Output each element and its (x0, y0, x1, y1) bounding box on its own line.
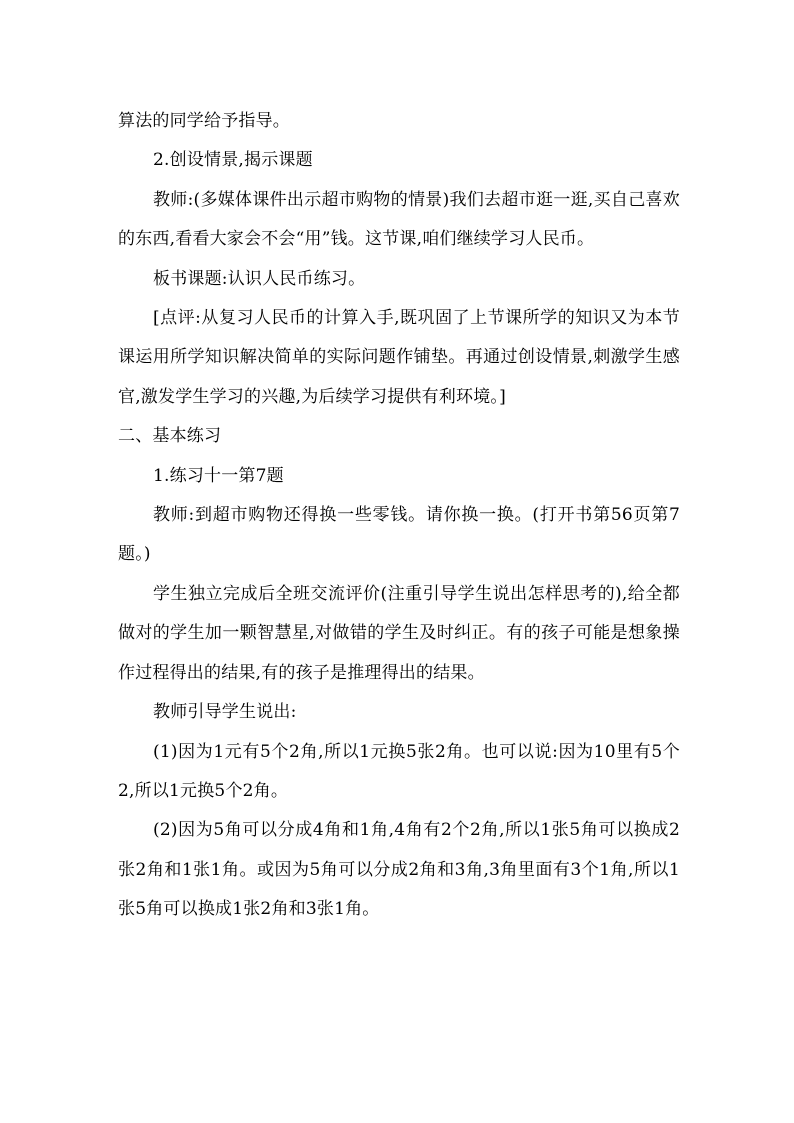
section-heading-basic-practice: 二、基本练习 (118, 426, 222, 447)
subheading-exercise-7: 1.练习十一第7题 (153, 465, 284, 486)
paragraph-continuation: 算法的同学给予指导。 (118, 111, 290, 131)
paragraph-teacher-guides: 教师引导学生说出: (153, 702, 297, 723)
paragraph-commentary: [点评:从复习人民币的计算入手,既巩固了上节课所学的知识又为本节课运用所学知识解决简单的实际问题作铺垫。再通过创设情景,刺激学生感官,激发学生学习的兴趣,为后续学习提供有利环境。] (118, 308, 680, 407)
paragraph-teacher-change: 教师:到超市购物还得换一些零钱。请你换一换。(打开书第56页第7题。) (118, 505, 680, 565)
paragraph-students-evaluate: 学生独立完成后全班交流评价(注重引导学生说出怎样思考的),给全都做对的学生加一颗智慧星,对做错的学生及时纠正。有的孩子可能是想象操作过程得出的结果,有的孩子是推理得出的结果。 (118, 583, 680, 683)
paragraph-point-1: (1)因为1元有5个2角,所以1元换5张2角。也可以说:因为10里有5个2,所以1元换5个2角。 (118, 741, 680, 801)
section-heading-create-scenario: 2.创设情景,揭示课题 (153, 150, 313, 171)
paragraph-board-title: 板书课题:认识人民币练习。 (153, 268, 366, 289)
paragraph-teacher-supermarket: 教师:(多媒体课件出示超市购物的情景)我们去超市逛一逛,买自己喜欢的东西,看看大家会不会“用”钱。这节课,咱们继续学习人民币。 (118, 189, 680, 250)
paragraph-point-2: (2)因为5角可以分成4角和1角,4角有2个2角,所以1张5角可以换成2张2角和1张1角。或因为5角可以分成2角和3角,3角里面有3个1角,所以1张5角可以换成1张2角和3张1角。 (118, 820, 680, 920)
